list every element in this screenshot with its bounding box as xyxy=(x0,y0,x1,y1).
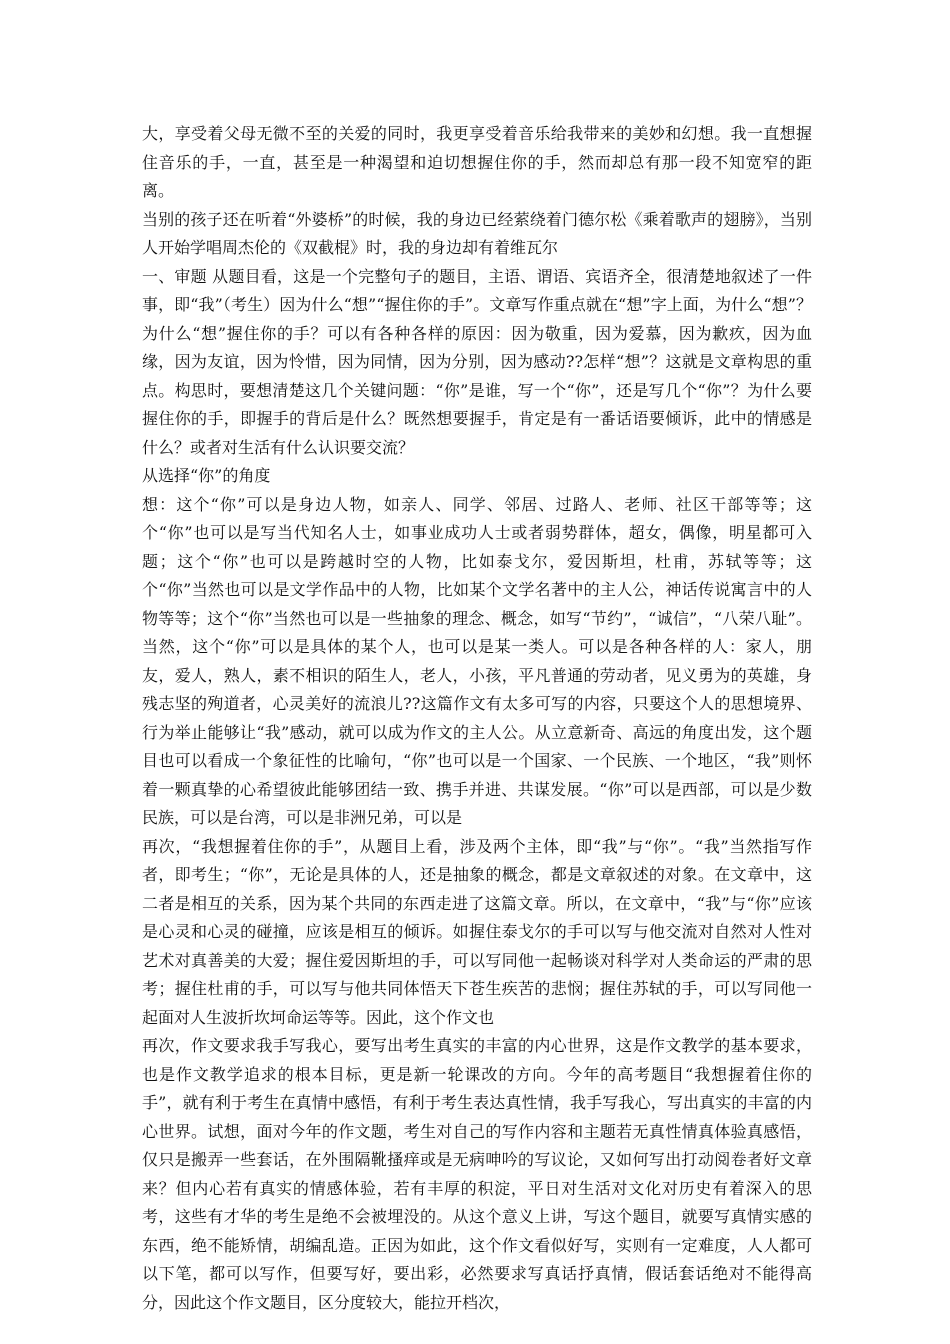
paragraph-two-subjects: 再次，“我想握着住你的手”，从题目上看，涉及两个主体，即“我”与“你”。“我”当然指写作者，即考生；“你”，无论是具体的人，还是抽象的概念，都是文章叙述的对象。在文章中，这二者是相互的关系，因为某个共同的东西走进了这篇文章。所以，在文章中，“我”与“你”应该是心灵和心灵的碰撞，应该是相互的倾诉。如握住泰戈尔的手可以写与他交流对自然对人性对艺术对真善美的大爱；握住爱因斯坦的手，可以写同他一起畅谈对科学对人类命运的严肃的思考；握住杜甫的手，可以写与他共同体悟天下苍生疾苦的悲悯；握住苏轼的手，可以写同他一起面对人生波折坎坷命运等等。因此，这个作文也 xyxy=(142,836,812,1027)
paragraph-who-is-you: 想：这个“你”可以是身边人物，如亲人、同学、邻居、过路人、老师、社区干部等等；这个“你”也可以是写当代知名人士，如事业成功人士或者弱势群体，超女，偶像，明星都可入题；这个“你”也可以是跨越时空的人物，比如泰戈尔，爱因斯坦，杜甫，苏轼等等；这个“你”当然也可以是文学作品中的人物，比如某个文学名著中的主人公，神话传说寓言中的人物等等；这个“你”当然也可以是一些抽象的理念、概念，如写“节约”，“诚信”，“八荣八耻”。当然，这个“你”可以是具体的某个人，也可以是某一类人。可以是各种各样的人：家人，朋友，爱人，熟人，素不相识的陌生人，老人，小孩，平凡普通的劳动者，见义勇为的英雄，身残志坚的殉道者，心灵美好的流浪儿??这篇作文有太多可写的内容，只要这个人的思想境界、行为举止能够让“我”感动，就可以成为作文的主人公。从立意新奇、高远的角度出发，这个题目也可以看成一个象征性的比喻句，“你”也可以是一个国家、一个民族、一个地区，“我”则怀着一颗真挚的心希望彼此能够团结一致、携手并进、共谋发展。“你”可以是西部，可以是少数民族，可以是台湾，可以是非洲兄弟，可以是 xyxy=(142,494,812,827)
paragraph-music-intro: 大，享受着父母无微不至的关爱的同时，我更享受着音乐给我带来的美妙和幻想。我一直想握住音乐的手，一直，甚至是一种渴望和迫切想握住你的手，然而却总有那一段不知宽窄的距离。 xyxy=(142,124,812,200)
paragraph-other-children: 当别的孩子还在听着“外婆桥”的时候，我的身边已经萦绕着门德尔松《乘着歌声的翅膀》，当别人开始学唱周杰伦的《双截棍》时，我的身边却有着维瓦尔 xyxy=(142,209,812,257)
paragraph-topic-analysis: 一、审题 从题目看，这是一个完整句子的题目，主语、谓语、宾语齐全，很清楚地叙述了一件事，即“我”（考生）因为什么“想”“握住你的手”。文章写作重点就在“想”字上面，为什么“想”？为什么“想”握住你的手？可以有各种各样的原因：因为敬重，因为爱慕，因为歉疚，因为血缘，因为友谊，因为怜惜，因为同情，因为分别，因为感动??怎样“想”？这就是文章构思的重点。构思时，要想清楚这几个关键问题：“你”是谁，写一个“你”，还是写几个“你”？为什么要握住你的手，即握手的背后是什么？既然想要握手，肯定是有一番话语要倾诉，此中的情感是什么？或者对生活有什么认识要交流？ xyxy=(142,266,812,457)
document-body xyxy=(142,120,812,1317)
paragraph-choose-you-heading: 从选择“你”的角度 xyxy=(142,466,271,485)
paragraph-write-true-heart: 再次，作文要求我手写我心，要写出考生真实的丰富的内心世界，这是作文教学的基本要求，也是作文教学追求的根本目标，更是新一轮课改的方向。今年的高考题目“我想握着住你的手”，就有利于考生在真情中感悟，有利于考生表达真性情，我手写我心，写出真实的丰富的内心世界。试想，面对今年的作文题，考生对自己的写作内容和主题若无真性情真体验真感悟，仅只是搬弄一些套话，在外围隔靴搔痒或是无病呻吟的写议论，又如何写出打动阅卷者好文章来？但内心若有真实的情感体验，若有丰厚的积淀，平日对生活对文化对历史有着深入的思考，这些有才华的考生是绝不会被埋没的。从这个意义上讲，写这个题目，就要写真情实感的东西，绝不能矫情，胡编乱造。正因为如此，这个作文看似好写，实则有一定难度，人人都可以下笔，都可以写作，但要写好，要出彩，必然要求写真话抒真情，假话套话绝对不能得高分，因此这个作文题目，区分度较大，能拉开档次， xyxy=(142,1036,812,1312)
